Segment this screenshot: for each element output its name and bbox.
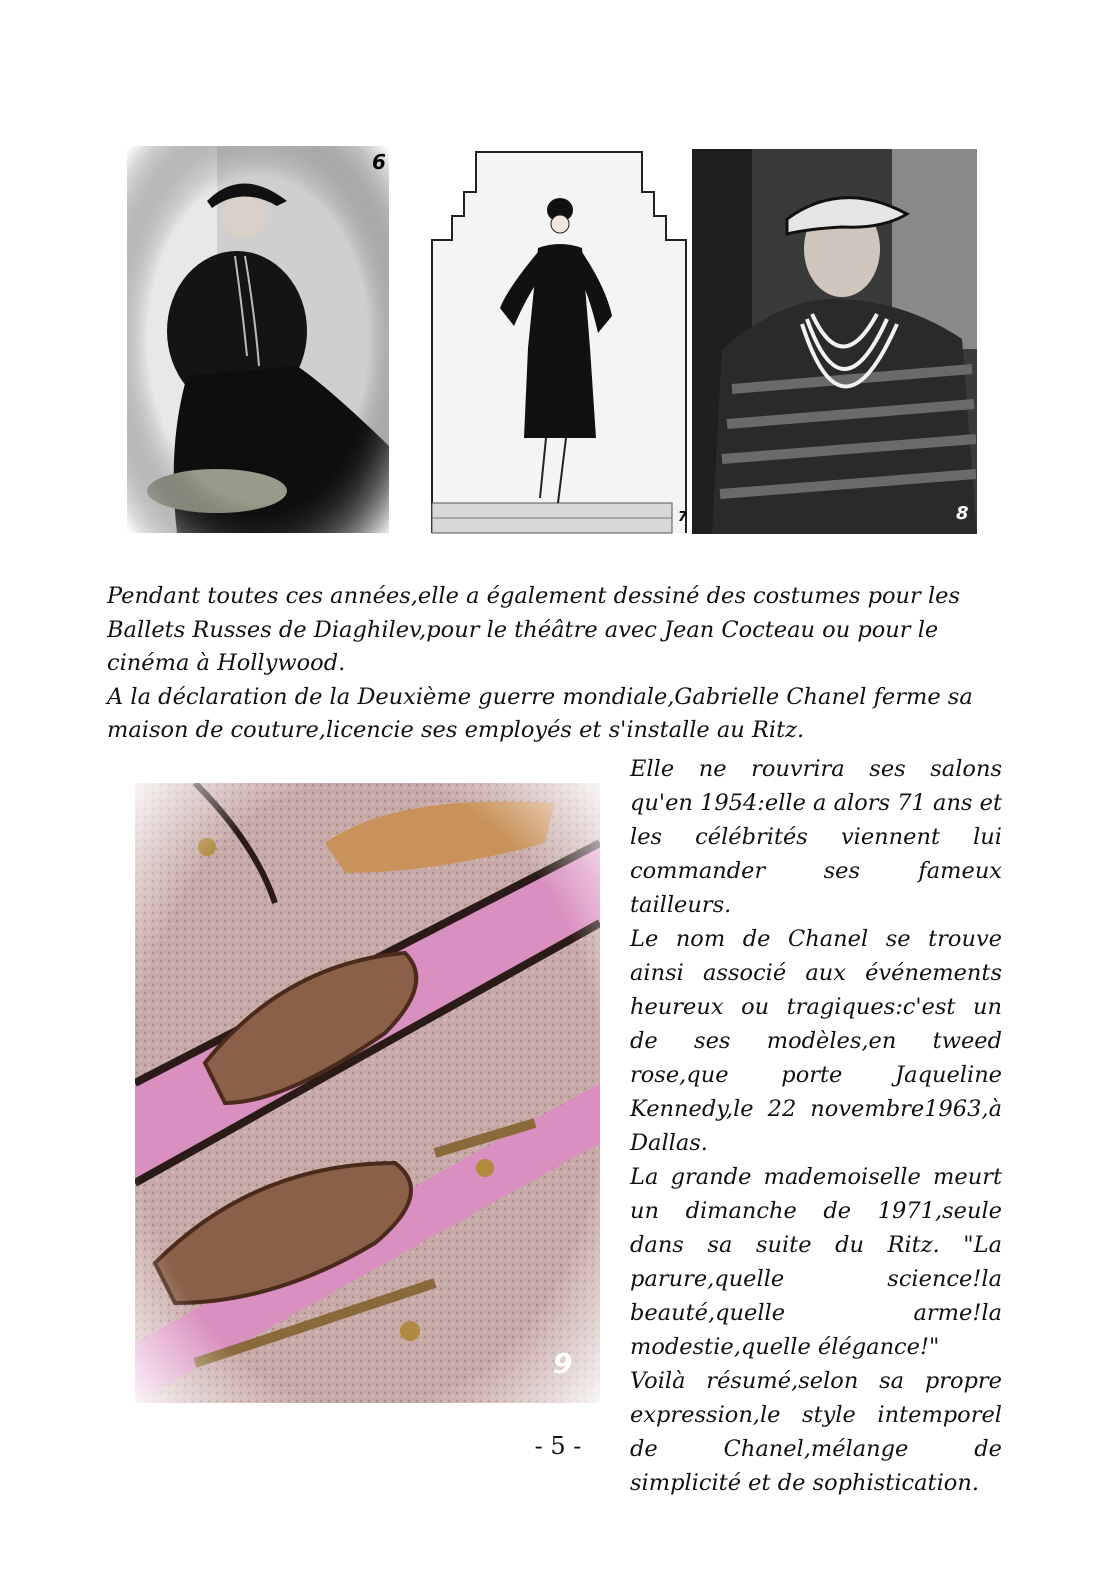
figure-number: 9 [553,1347,573,1380]
body-paragraph-1: Elle ne rouvrira ses salons qu'en 1954:elle a alors 71 ans et les célébrités viennent lui commander ses fameux tailleurs. [630,756,1002,918]
body-paragraph-4: Voilà résumé,selon sa propre expression,le style intemporel de Chanel,mélange de simplicité et de sophistication. [630,1368,1002,1496]
page-number: - 5 - [534,1432,582,1460]
photo-figure-8 [692,149,977,534]
body-paragraph-3: La grande mademoiselle meurt un dimanche de 1971,seule dans sa suite du Ritz. "La parure,quelle science!la beauté,quelle arme!la modestie,quelle élégance!" [630,1164,1002,1360]
body-paragraph-2: Le nom de Chanel se trouve ainsi associé aux événements heureux ou tragiques:c'est un de ses modèles,en tweed rose,que porte Jaqueline Kennedy,le 22 novembre1963,à Dallas. [630,926,1002,1156]
body-column [630,752,1002,1500]
figure-number: 6 [372,150,386,174]
illustration-figure-7 [428,148,690,535]
intro-paragraph [107,580,1007,748]
photo-figure-9 [135,783,600,1403]
photo-figure-6 [127,146,389,533]
intro-text-1: Pendant toutes ces années,elle a également dessiné des costumes pour les Ballets Russes de Diaghilev,pour le théâtre avec Jean Cocteau ou pour le cinéma à Hollywood. [107,583,961,676]
figure-number: 7 [678,510,688,525]
figure-number: 8 [956,503,969,524]
intro-text-2: A la déclaration de la Deuxième guerre mondiale,Gabrielle Chanel ferme sa maison de couture,licencie ses employés et s'installe au Ritz. [107,683,973,743]
